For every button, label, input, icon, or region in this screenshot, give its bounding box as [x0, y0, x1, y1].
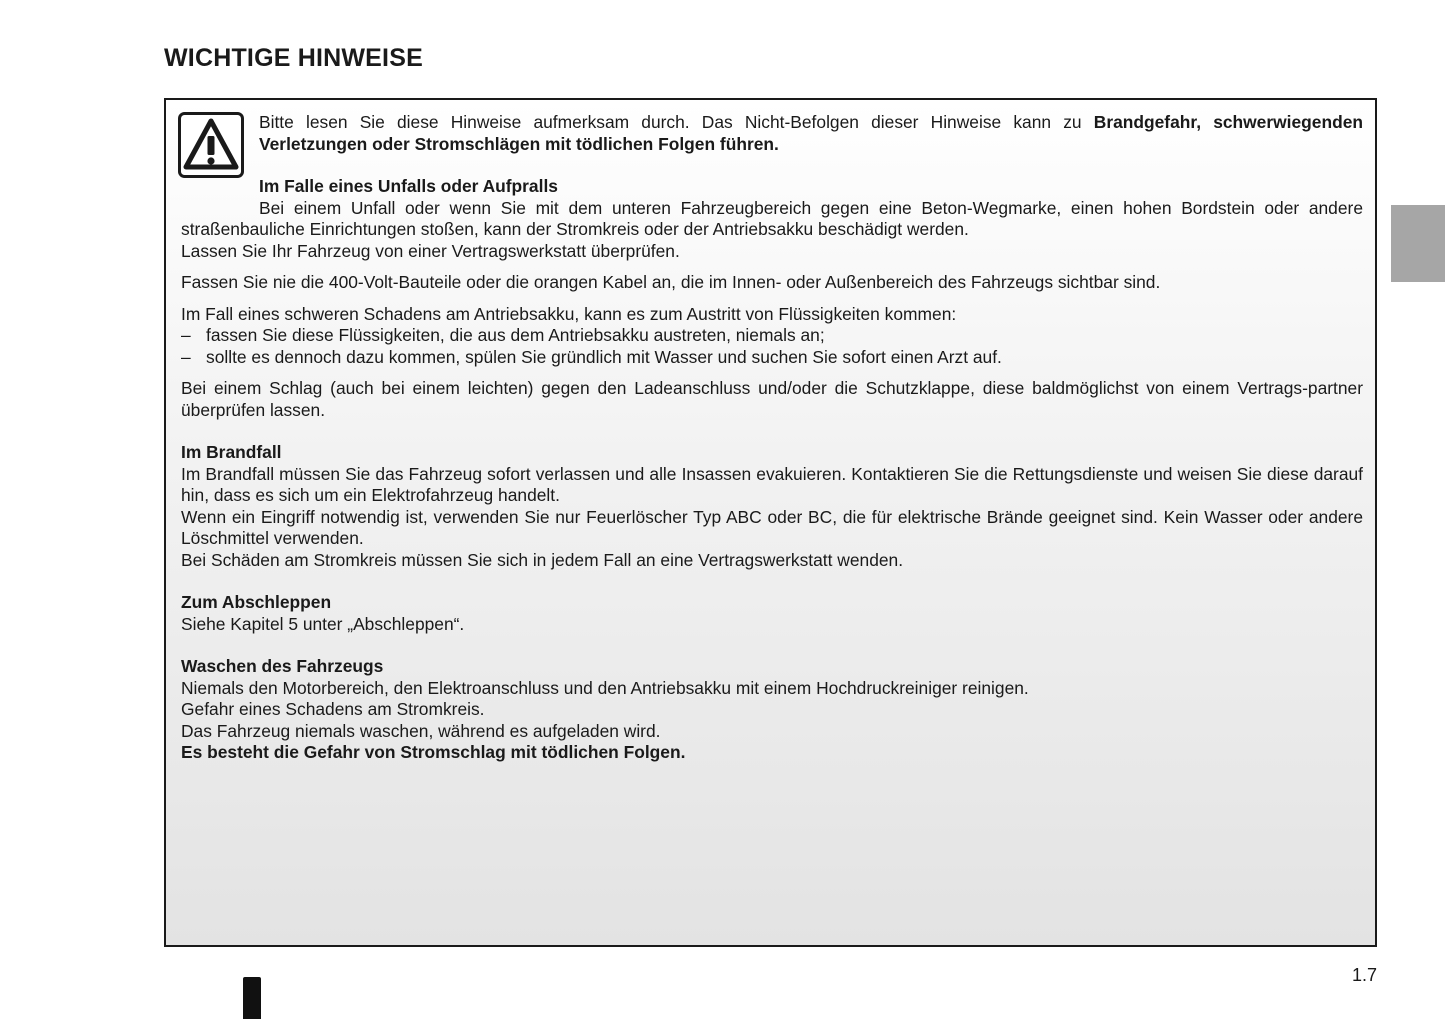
charging-port-paragraph: Bei einem Schlag (auch bei einem leichten) gegen den Ladeanschluss und/oder die Schutzklappe, diese baldmöglichst von einem Vertrags-partner überprüfen lassen. [181, 378, 1363, 420]
fire-workshop-paragraph: Bei Schäden am Stromkreis müssen Sie sich in jedem Fall an eine Vertragswerkstatt wenden. [181, 549, 904, 570]
fire-paragraph: Im Brandfall müssen Sie das Fahrzeug sofort verlassen und alle Insassen evakuieren. Kontaktieren Sie die Rettungsdienste und weisen Sie diese darauf hin, dass es sich um ein Elektrofahrzeug handelt. [181, 463, 1363, 505]
electrocution-warning: Es besteht die Gefahr von Stromschlag mit tödlichen Folgen. [181, 742, 686, 762]
intro-bold-warning: Brandgefahr, schwerwiegenden Verletzungen oder Stromschlägen mit tödlichen Folgen führen. [259, 112, 1363, 154]
washing-heading: Waschen des Fahrzeugs [181, 656, 384, 676]
fire-extinguisher-paragraph: Wenn ein Eingriff notwendig ist, verwenden Sie nur Feuerlöscher Typ ABC oder BC, die für elektrische Brände geeignet sind. Kein Wasser oder andere Löschmittel verwenden. [181, 506, 1363, 548]
washing-charging-paragraph: Das Fahrzeug niemals waschen, während es aufgeladen wird. [181, 720, 661, 741]
fire-heading: Im Brandfall [181, 442, 282, 462]
page-title: WICHTIGE HINWEISE [164, 44, 423, 72]
warning-content [181, 112, 1363, 764]
chapter-side-tab [1391, 205, 1445, 282]
accident-heading: Im Falle eines Unfalls oder Aufpralls [259, 176, 558, 196]
towing-heading: Zum Abschleppen [181, 592, 332, 612]
list-item: – fassen Sie diese Flüssigkeiten, die aus dem Antriebsakku austreten, niemals an; [181, 325, 825, 345]
leak-paragraph: Im Fall eines schweren Schadens am Antriebsakku, kann es zum Austritt von Flüssigkeiten kommen: [181, 303, 957, 324]
towing-paragraph: Siehe Kapitel 5 unter „Abschleppen“. [181, 613, 465, 634]
intro-paragraph: Bitte lesen Sie diese Hinweise aufmerksam durch. Das Nicht-Befolgen dieser Hinweise kann zu Brandgefahr, schwerwiegenden Verletzungen oder Stromschlägen mit tödlichen Folgen führen. [259, 112, 1363, 154]
list-item: – sollte es dennoch dazu kommen, spülen Sie gründlich mit Wasser und suchen Sie sofort einen Arzt auf. [181, 346, 1002, 367]
accident-check-paragraph: Lassen Sie Ihr Fahrzeug von einer Vertragswerkstatt überprüfen. [181, 240, 680, 261]
page-edge-mark [243, 977, 261, 1019]
page-number: 1.7 [1351, 965, 1377, 985]
warning-box [164, 98, 1377, 947]
washing-damage-paragraph: Gefahr eines Schadens am Stromkreis. [181, 699, 485, 719]
cable-warning-paragraph: Fassen Sie nie die 400-Volt-Bauteile oder die orangen Kabel an, die im Innen- oder Außenbereich des Fahrzeugs sichtbar sind. [181, 272, 1161, 292]
accident-paragraph: Bei einem Unfall oder wenn Sie mit dem unteren Fahrzeugbereich gegen eine Beton-Wegmarke, einen hohen Bordstein oder andere straßenbauliche Einrichtungen stoßen, kann der Stromkreis oder der Antriebsakku beschädigt werden. [181, 197, 1363, 239]
washing-paragraph: Niemals den Motorbereich, den Elektroanschluss und den Antriebsakku mit einem Hochdruckreiniger reinigen. [181, 677, 1029, 698]
